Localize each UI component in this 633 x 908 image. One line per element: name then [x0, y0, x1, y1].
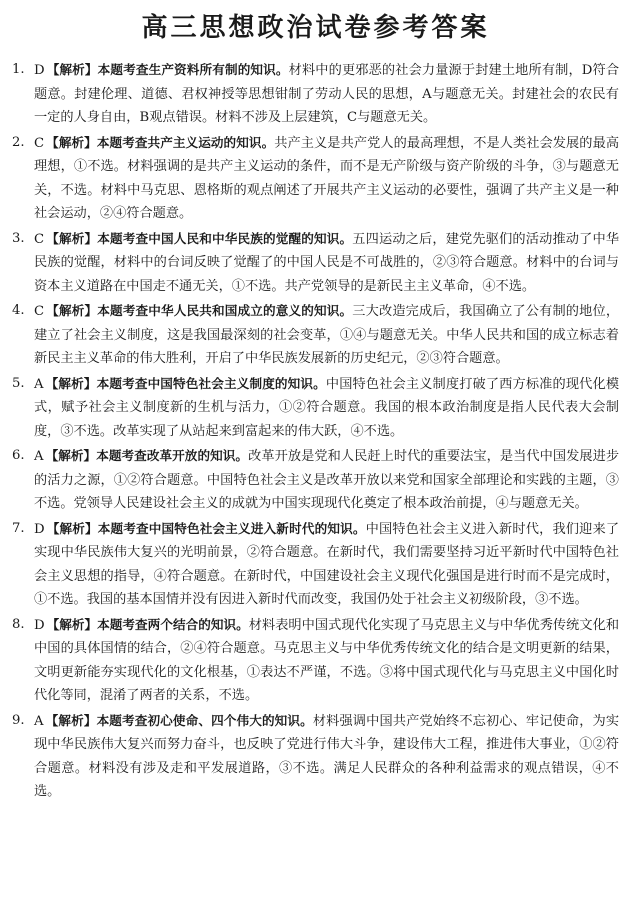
- topic-heading: 本题考查中国人民和中华民族的觉醒的知识。: [97, 230, 353, 246]
- answer-letter: A: [34, 713, 44, 729]
- question-number: 9.: [12, 712, 25, 728]
- explanation-text: 中国特色社会主义进入新时代，我们迎来了实现中华民族伟大复兴的光明前景，②符合题意。在新时代，我们需要坚持习近平新时代中国特色社会主义思想的指导，④符合题意。在新时代，中国建设社会主义现代化强国是进行时而不是完成时，①不选。我国的基本国情并没有因进入新时代而改变，我国仍处于社会主义初级阶段，③不选。: [34, 521, 620, 607]
- answer-list: [12, 58, 619, 804]
- topic-heading: 本题考查中国特色社会主义制度的知识。: [96, 375, 326, 391]
- answer-item: [12, 58, 619, 130]
- analysis-tag: 【解析】: [45, 448, 97, 463]
- answer-item: [12, 517, 619, 612]
- explanation-text: 材料表明中国式现代化实现了马克思主义与中华优秀传统文化和中国的具体国情的结合，②④符合题意。马克思主义与中华优秀传统文化的结合是文明更新的结果，文明更新能夯实现代化的文化根基，①表达不严谨，不选。③将中国式现代化与马克思主义中国化时代化等同，混淆了两者的关系，不选。: [34, 617, 620, 703]
- topic-heading: 本题考查中国特色社会主义进入新时代的知识。: [97, 520, 366, 536]
- topic-heading: 本题考查两个结合的知识。: [97, 616, 249, 632]
- page-title: 高三思想政治试卷参考答案: [141, 13, 490, 43]
- analysis-tag: 【解析】: [46, 303, 98, 318]
- answer-letter: C: [34, 135, 45, 151]
- explanation-text: 五四运动之后，建党先驱们的活动推动了中华民族的觉醒，材料中的台词反映了觉醒了的中国人民是不可战胜的，②③符合题意。材料中的台词与资本主义道路在中国走不通无关，①不选。共产党领导的是新民主主义革命，④不选。: [34, 231, 620, 294]
- answer-item: [12, 131, 619, 226]
- topic-heading: 本题考查生产资料所有制的知识。: [97, 62, 289, 77]
- question-number: 1.: [12, 62, 25, 77]
- question-number: 4.: [12, 303, 25, 318]
- answer-item: [12, 444, 619, 516]
- explanation-text: 中国特色社会主义制度打破了西方标准的现代化模式，赋予社会主义制度新的生机与活力，①②符合题意。我国的根本政治制度是指人民代表大会制度，③不选。改革实现了从站起来到富起来的伟大跃，④不选。: [34, 376, 620, 439]
- analysis-tag: 【解析】: [46, 520, 98, 536]
- answer-letter: C: [34, 231, 45, 247]
- answer-letter: D: [34, 617, 45, 633]
- analysis-tag: 【解析】: [46, 230, 98, 246]
- analysis-tag: 【解析】: [46, 616, 98, 632]
- question-number: 8.: [12, 616, 25, 632]
- topic-heading: 本题考查改革开放的知识。: [96, 448, 249, 463]
- analysis-tag: 【解析】: [45, 712, 97, 728]
- answer-item: [12, 227, 619, 299]
- explanation-text: 改革开放是党和人民赶上时代的重要法宝，是当代中国发展进步的活力之源，①②符合题意。中国特色社会主义是改革开放以来党和国家全部理论和实践的主题，③不选。党领导人民建设社会主义的成就为中国实现现代化奠定了根本政治前提，④与题意无关。: [34, 449, 620, 511]
- question-number: 3.: [12, 230, 25, 246]
- explanation-text: 三大改造完成后，我国确立了公有制的地位，建立了社会主义制度，这是我国最深刻的社会变革，①④与题意无关。中华人民共和国的成立标志着新民主主义革命的伟大胜利，开启了中华民族发展新的历史纪元，②③符合题意。: [34, 304, 620, 366]
- topic-heading: 本题考查初心使命、四个伟大的知识。: [96, 712, 313, 728]
- answer-letter: A: [34, 449, 44, 464]
- question-number: 5.: [12, 375, 25, 391]
- question-number: 7.: [12, 520, 25, 536]
- explanation-text: 材料强调中国共产党始终不忘初心、牢记使命，为实现中华民族伟大复兴而努力奋斗，也反映了党进行伟大斗争，建设伟大工程，推进伟大事业，①②符合题意。材料没有涉及走和平发展道路，③不选。满足人民群众的各种利益需求的观点错误，④不选。: [34, 713, 620, 799]
- answer-item: [12, 709, 619, 804]
- answer-item: [12, 372, 619, 444]
- answer-item: [12, 299, 619, 371]
- answer-letter: C: [34, 304, 45, 319]
- explanation-text: 材料中的更邪恶的社会力量源于封建土地所有制，D符合题意。封建伦理、道德、君权神授等思想钳制了劳动人民的思想，A与题意无关。封建社会的农民有一定的人身自由，B观点错误。材料不涉及上层建筑，C与题意无关。: [34, 63, 620, 125]
- question-number: 2.: [12, 134, 25, 150]
- answer-letter: A: [34, 376, 44, 392]
- topic-heading: 本题考查共产主义运动的知识。: [96, 134, 275, 150]
- analysis-tag: 【解析】: [46, 62, 98, 77]
- analysis-tag: 【解析】: [46, 134, 97, 150]
- topic-heading: 本题考查中华人民共和国成立的意义的知识。: [97, 303, 353, 318]
- analysis-tag: 【解析】: [45, 375, 97, 391]
- answer-letter: D: [34, 63, 45, 78]
- question-number: 6.: [12, 448, 25, 463]
- answer-item: [12, 613, 619, 708]
- answer-letter: D: [34, 521, 45, 537]
- explanation-text: 共产主义是共产党人的最高理想，不是人类社会发展的最高理想，①不选。材料强调的是共产主义运动的条件，而不是无产阶级与资产阶级的斗争，③与题意无关，不选。材料中马克思、恩格斯的观点阐述了开展共产主义运动的必要性，强调了共产主义是一种社会运动，②④符合题意。: [34, 135, 620, 221]
